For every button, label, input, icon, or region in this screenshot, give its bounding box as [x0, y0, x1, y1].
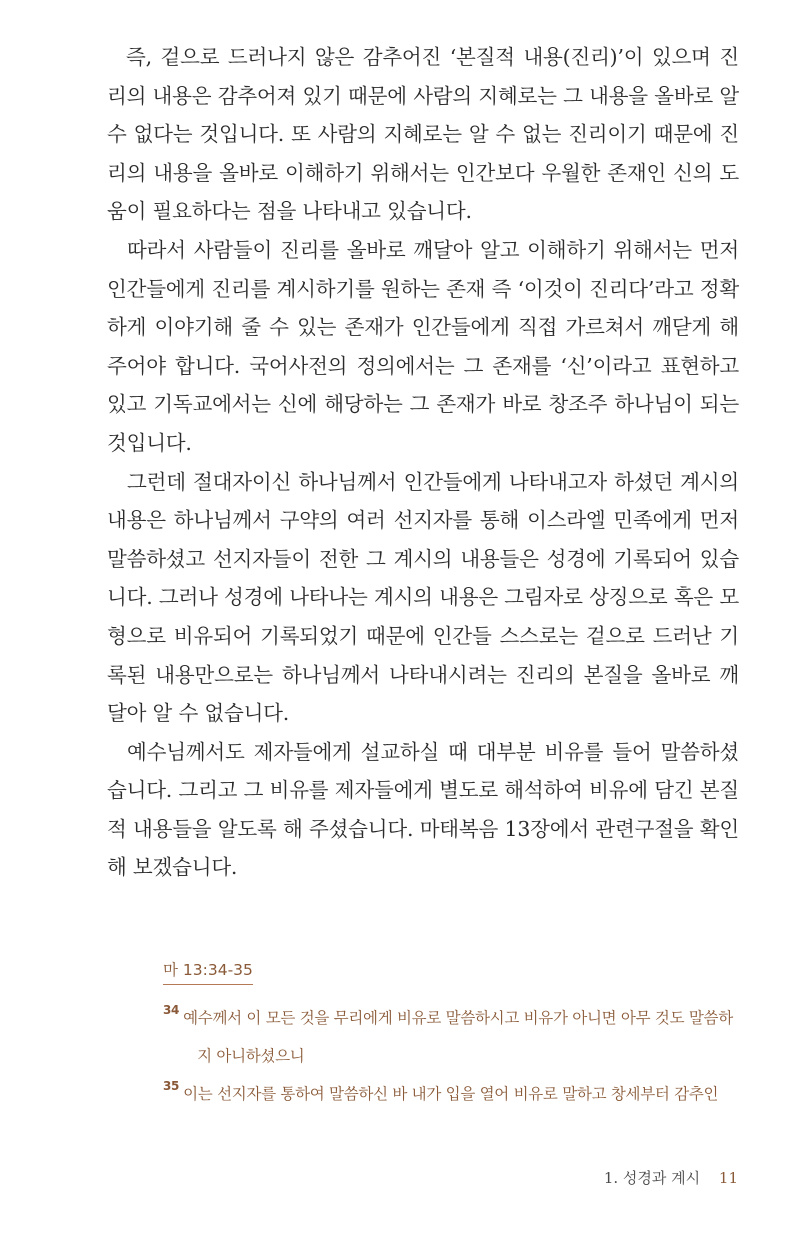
verse-number: 35: [163, 1079, 180, 1093]
paragraph: 즉, 겉으로 드러나지 않은 감추어진 ‘본질적 내용(진리)’이 있으며 진리의 내용은 감추어져 있기 때문에 사람의 지혜로는 그 내용을 올바로 알 수 없다는 것입니다. 또 사람의 지혜로는 알 수 없는 진리이기 때문에 진리의 내용을 올바로 이해하기 위해서는 인간보다 우월한 존재인 신의 도움이 필요하다는 점을 나타내고 있습니다.: [107, 45, 739, 224]
page-number: 11: [718, 1169, 738, 1187]
verse-number: 34: [163, 1003, 180, 1017]
paragraph: 예수님께서도 제자들에게 설교하실 때 대부분 비유를 들어 말씀하셨습니다. 그리고 그 비유를 제자들에게 별도로 해석하여 비유에 담긴 본질적 내용들을 알도록 해 주셨습니다. 마태복음 13장에서 관련구절을 확인해 보겠습니다.: [107, 739, 739, 880]
chapter-title: 1. 성경과 계시: [603, 1169, 701, 1187]
verse-line: 예수께서 이 모든 것을 무리에게 비유로 말씀하시고 비유가 아니면 아무 것도 말씀하: [183, 1009, 733, 1027]
verse-line: 이는 선지자를 통하여 말씀하신 바 내가 입을 열어 비유로 말하고 창세부터 감추인: [183, 1085, 719, 1103]
verse-text: [183, 1075, 745, 1113]
scripture-quote: [163, 958, 745, 1113]
paragraph: 따라서 사람들이 진리를 올바로 깨달아 알고 이해하기 위해서는 먼저 인간들에게 진리를 계시하기를 원하는 존재 즉 ‘이것이 진리다’라고 정확하게 이야기해 줄 수 있는 존재가 인간들에게 직접 가르쳐서 깨닫게 해 주어야 합니다. 국어사전의 정의에서는 그 존재를 ‘신’이라고 표현하고 있고 기독교에서는 신에 해당하는 그 존재가 바로 창조주 하나님이 되는 것입니다.: [107, 237, 739, 455]
verse: [163, 1075, 745, 1113]
paragraph: 그런데 절대자이신 하나님께서 인간들에게 나타내고자 하셨던 계시의 내용은 하나님께서 구약의 여러 선지자를 통해 이스라엘 민족에게 먼저 말씀하셨고 선지자들이 전한 그 계시의 내용들은 성경에 기록되어 있습니다. 그러나 성경에 나타나는 계시의 내용은 그림자로 상징으로 혹은 모형으로 비유되어 기록되었기 때문에 인간들 스스로는 겉으로 드러난 기록된 내용만으로는 하나님께서 나타내시려는 진리의 본질을 올바로 깨달아 알 수 없습니다.: [107, 469, 739, 726]
verse-text: [183, 999, 745, 1075]
verse-line: 지 아니하셨으니: [197, 1047, 305, 1065]
scripture-reference: 마 13:34-35: [163, 958, 253, 985]
body-text: [107, 38, 739, 887]
page-footer: [604, 1167, 738, 1188]
verse: [163, 999, 745, 1075]
